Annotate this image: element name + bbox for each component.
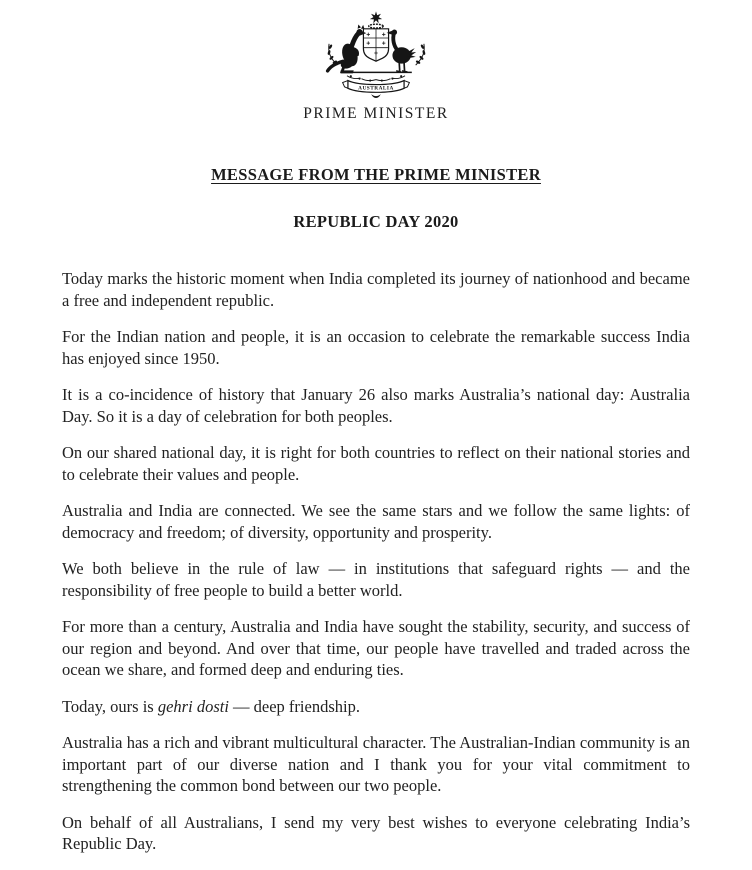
paragraph-multicultural: Australia has a rich and vibrant multicultural character. The Australian-Indian community is an important part of our diverse nation and I thank you for your vital commitment to strengthening the common bond between our two people. (62, 733, 690, 795)
australia-banner (343, 81, 410, 98)
paragraph-century: For more than a century, Australia and India have sought the stability, security, and success of our region and beyond. And over that time, our people have travelled and traded across the ocean we share, and formed deep and enduring ties. (62, 617, 690, 679)
paragraph-connected: Australia and India are connected. We see the same stars and we follow the same lights: of democracy and freedom; of diversity, opportunity and prosperity. (62, 501, 690, 542)
base-foliage (347, 75, 405, 81)
document-header (62, 8, 690, 123)
hindi-phrase: gehri dosti (157, 696, 229, 716)
wattle-spray-left (327, 44, 337, 65)
paragraph-best-wishes: On behalf of all Australians, I send my very best wishes to everyone celebrating India’s Republic Day. (62, 812, 690, 853)
wattle-spray-right (415, 44, 425, 65)
organization-title: PRIME MINISTER (303, 105, 449, 122)
australian-coat-of-arms-icon (313, 8, 439, 98)
paragraph-text: — deep friendship. (228, 696, 360, 716)
message-title: MESSAGE FROM THE PRIME MINISTER (211, 165, 541, 184)
paragraph-coincidence: It is a co-incidence of history that January 26 also marks Australia’s national day: Australia Day. So it is a day of celebration for both peoples. (62, 385, 690, 426)
paragraph-rule-of-law: We both believe in the rule of law — in institutions that safeguard rights — and the responsibility of free people to build a better world. (62, 559, 690, 600)
emu-silhouette (387, 30, 417, 72)
banner-text: AUSTRALIA (358, 85, 394, 92)
paragraph-text: Today, ours is (62, 696, 158, 716)
paragraph-shared-day: On our shared national day, it is right for both countries to reflect on their national stories and to celebrate their values and people. (62, 443, 690, 484)
kangaroo-silhouette (328, 24, 367, 73)
paragraph-nationhood: Today marks the historic moment when India completed its journey of nationhood and became a free and independent republic. (62, 269, 690, 310)
message-body (62, 268, 690, 855)
paragraph-occasion: For the Indian nation and people, it is an occasion to celebrate the remarkable success India has enjoyed since 1950. (62, 327, 690, 368)
paragraph-friendship (62, 696, 690, 718)
occasion-subtitle: REPUBLIC DAY 2020 (293, 212, 459, 231)
